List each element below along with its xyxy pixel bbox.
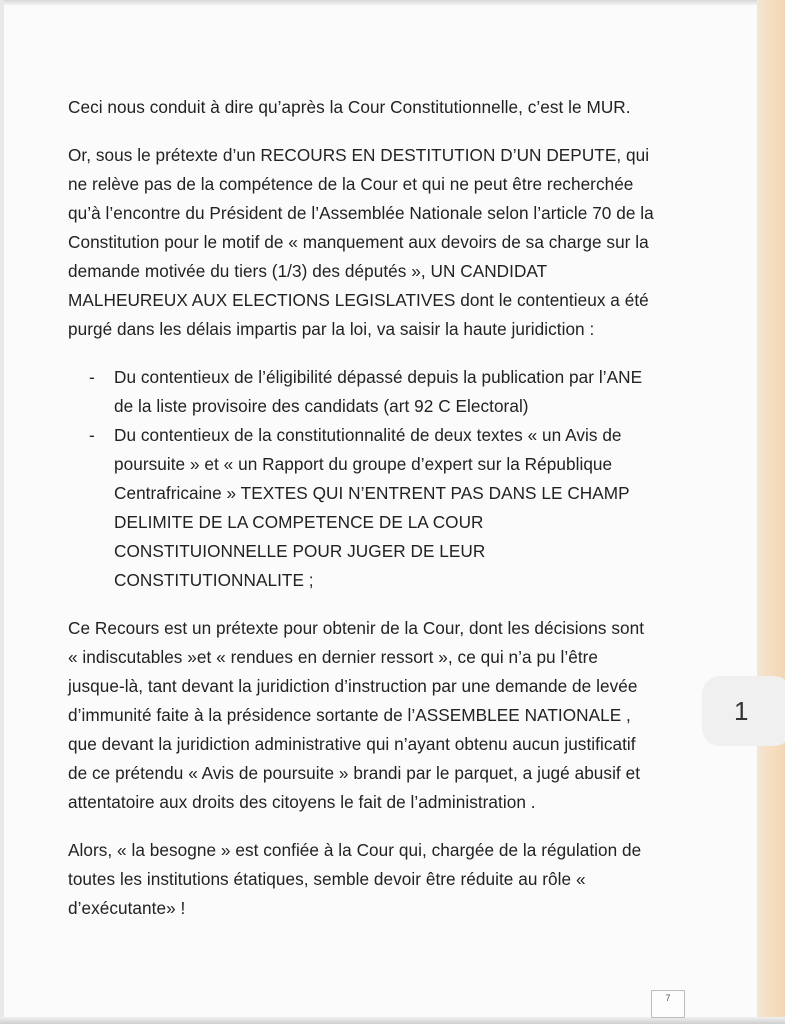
page-top-edge: [0, 0, 785, 5]
list-bullet: -: [89, 425, 95, 445]
paragraph-intro: Ceci nous conduit à dire qu’après la Cour Constitutionnelle, c’est le MUR.: [68, 97, 631, 117]
page-number-badge[interactable]: 1: [702, 676, 785, 746]
list-bullet: -: [89, 367, 95, 387]
list-item-text: Du contentieux de la constitutionnalité de deux textes « un Avis de poursuite » et « un Rapport du groupe d’expert sur la République Centrafricaine » TEXTES QUI N’ENTRENT PAS DANS LE CHAMP DELIMITE DE LA COMPETENCE DE LA COUR CONSTITUIONNELLE POUR JUGER DE LEUR CONSTITUTIONNALITE ;: [114, 425, 630, 590]
bullet-list: [68, 363, 658, 595]
paragraph-recours: Or, sous le prétexte d’un RECOURS EN DESTITUTION D’UN DEPUTE, qui ne relève pas de la compétence de la Cour et qui ne peut être recherchée qu’à l’encontre du Président de l’Assemblée Nationale selon l’article 70 de la Constitution pour le motif de « manquement aux devoirs de sa charge sur la demande motivée du tiers (1/3) des députés », UN CANDIDAT MALHEUREUX AUX ELECTIONS LEGISLATIVES dont le contentieux a été purgé dans les délais impartis par la loi, va saisir la haute juridiction :: [68, 145, 654, 339]
list-item: [68, 421, 658, 595]
list-item: [68, 363, 658, 421]
page-left-edge: [0, 0, 4, 1024]
list-item-text: Du contentieux de l’éligibilité dépassé depuis la publication par l’ANE de la liste provisoire des candidats (art 92 C Electoral): [114, 367, 643, 416]
footer-page-mark: 7: [651, 990, 685, 1018]
page-right-edge-shadow: [757, 0, 785, 1024]
page-bottom-edge: [0, 1017, 785, 1024]
paragraph-conclusion: Alors, « la besogne » est confiée à la Cour qui, chargée de la régulation de toutes les institutions étatiques, semble devoir être réduite au rôle « d’exécutante» !: [68, 840, 642, 918]
document-body: [68, 93, 658, 923]
paragraph-pretexte: Ce Recours est un prétexte pour obtenir de la Cour, dont les décisions sont « indiscutables »et « rendues en dernier ressort », ce qui n’a pu l’être jusque-là, tant devant la juridiction d’instruction par une demande de levée d’immunité faite à la présidence sortante de l’ASSEMBLEE NATIONALE , que devant la juridiction administrative qui n’ayant obtenu aucun justificatif de ce prétendu « Avis de poursuite » brandi par le parquet, a jugé abusif et attentatoire aux droits des citoyens le fait de l’administration .: [68, 618, 645, 812]
